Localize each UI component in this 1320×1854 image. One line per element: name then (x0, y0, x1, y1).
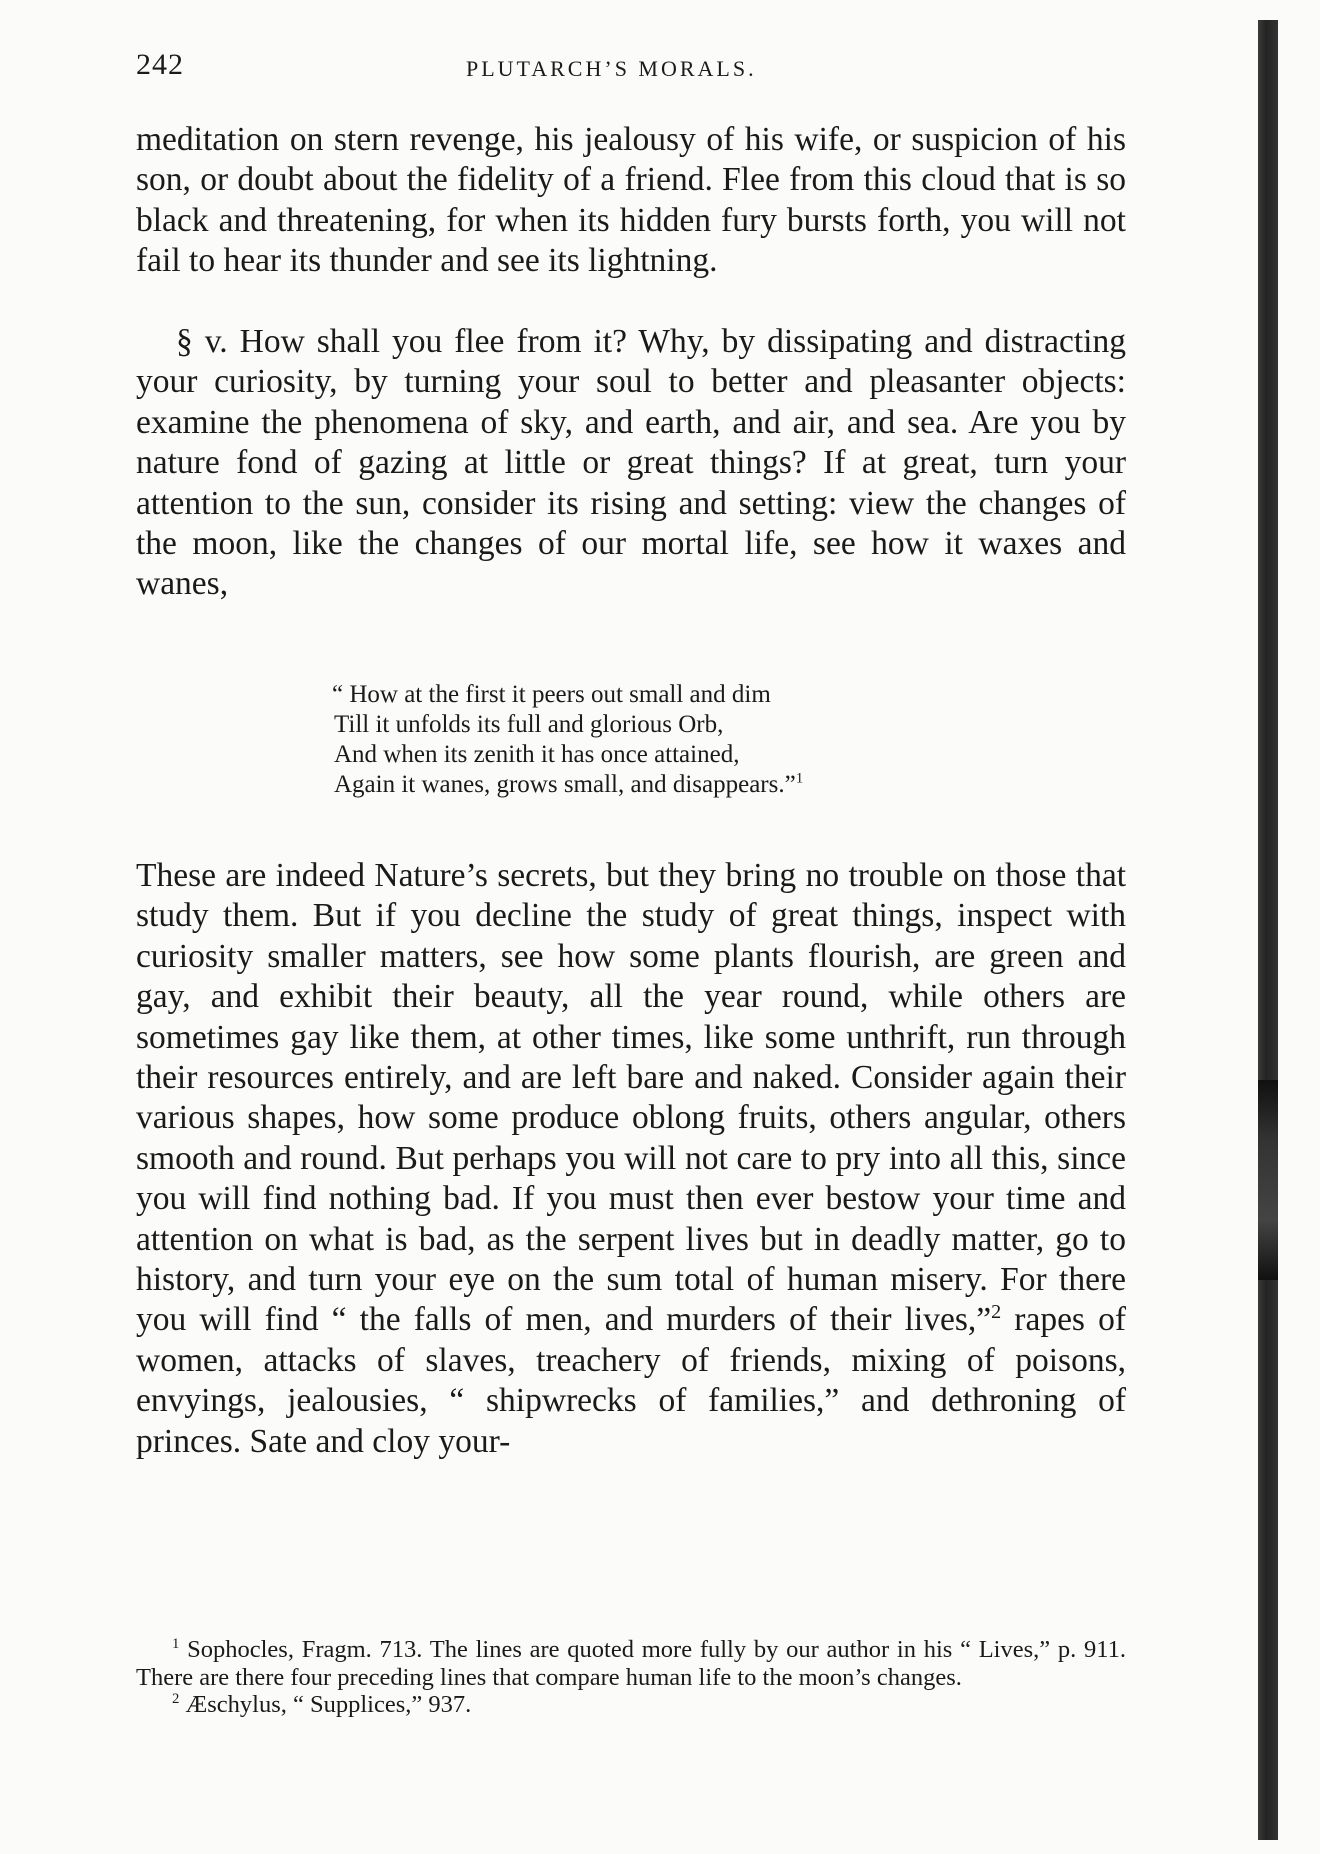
footnote-ref-2: 2 (991, 1301, 1002, 1324)
footnote-2-text: Æschylus, “ Supplices,” 937. (179, 1691, 472, 1718)
footnotes (136, 1636, 1126, 1719)
footnote-2 (136, 1691, 1126, 1719)
verse-line-3: And when its zenith it has once attained, (334, 741, 740, 768)
page-binding-edge (1258, 20, 1278, 1840)
verse-quotation (332, 680, 1052, 800)
verse-line-2: Till it unfolds its full and glorious Orb, (334, 711, 724, 738)
verse-line-1: “ How at the first it peers out small and dim (332, 681, 771, 708)
paragraph-3 (136, 856, 1126, 1462)
page-header (136, 48, 1126, 88)
running-title: PLUTARCH’S MORALS. (466, 56, 757, 81)
footnote-1-text: Sophocles, Fragm. 713. The lines are quoted more fully by our author in his “ Lives,” p. 911. There are there four preceding lines that compare human life to the moon’s changes. (136, 1636, 1126, 1691)
paragraph-2: § v. How shall you flee from it? Why, by dissipating and distracting your curiosity, by turning your soul to better and pleasanter objects: examine the phenomena of sky, and earth, and air, and sea. Are you by nature fond of gazing at little or great things? If at great, turn your attention to the sun, consider its rising and setting: view the changes of the moon, like the changes of our mortal life, see how it waxes and wanes, (136, 323, 1126, 603)
footnote-1-marker: 1 (172, 1635, 180, 1652)
paragraph-3-part-1: These are indeed Nature’s secrets, but they bring no trouble on those that study them. But if you decline the study of great things, inspect with curiosity smaller matters, see how some plants flourish, are green and gay, and exhibit their beauty, all the year round, while others are sometimes gay like them, at other times, like some unthrift, run through their resources entirely, and are left bare and naked. Consider again their various shapes, how some produce oblong fruits, others angular, others smooth and round. But perhaps you will not care to pry into all this, since you will find nothing bad. If you must then ever bestow your time and attention on what is bad, as the serpent lives but in deadly matter, go to history, and turn your eye on the sum total of human misery. For there you will find “ the falls of men, and murders of their lives,” (136, 857, 1126, 1339)
footnote-1 (136, 1636, 1126, 1691)
verse-line-4 (332, 770, 1052, 800)
page-number: 242 (136, 48, 184, 81)
footnote-ref-1: 1 (795, 770, 804, 787)
paragraph-1: meditation on stern revenge, his jealousy of his wife, or suspicion of his son, or doubt about the fidelity of a friend. Flee from this cloud that is so black and threatening, for when its hidden fury bursts forth, you will not fail to hear its thunder and see its lightning. (136, 121, 1126, 280)
verse-line-4-text: Again it wanes, grows small, and disappears.” (334, 771, 796, 798)
page-binding-shadow (1258, 1080, 1278, 1280)
paragraph-3-part-2: rapes of women, attacks of slaves, treachery of friends, mixing of poisons, envyings, jealousies, “ shipwrecks of families,” and dethroning of princes. Sate and cloy your- (136, 1301, 1126, 1460)
footnote-2-marker: 2 (172, 1690, 180, 1707)
